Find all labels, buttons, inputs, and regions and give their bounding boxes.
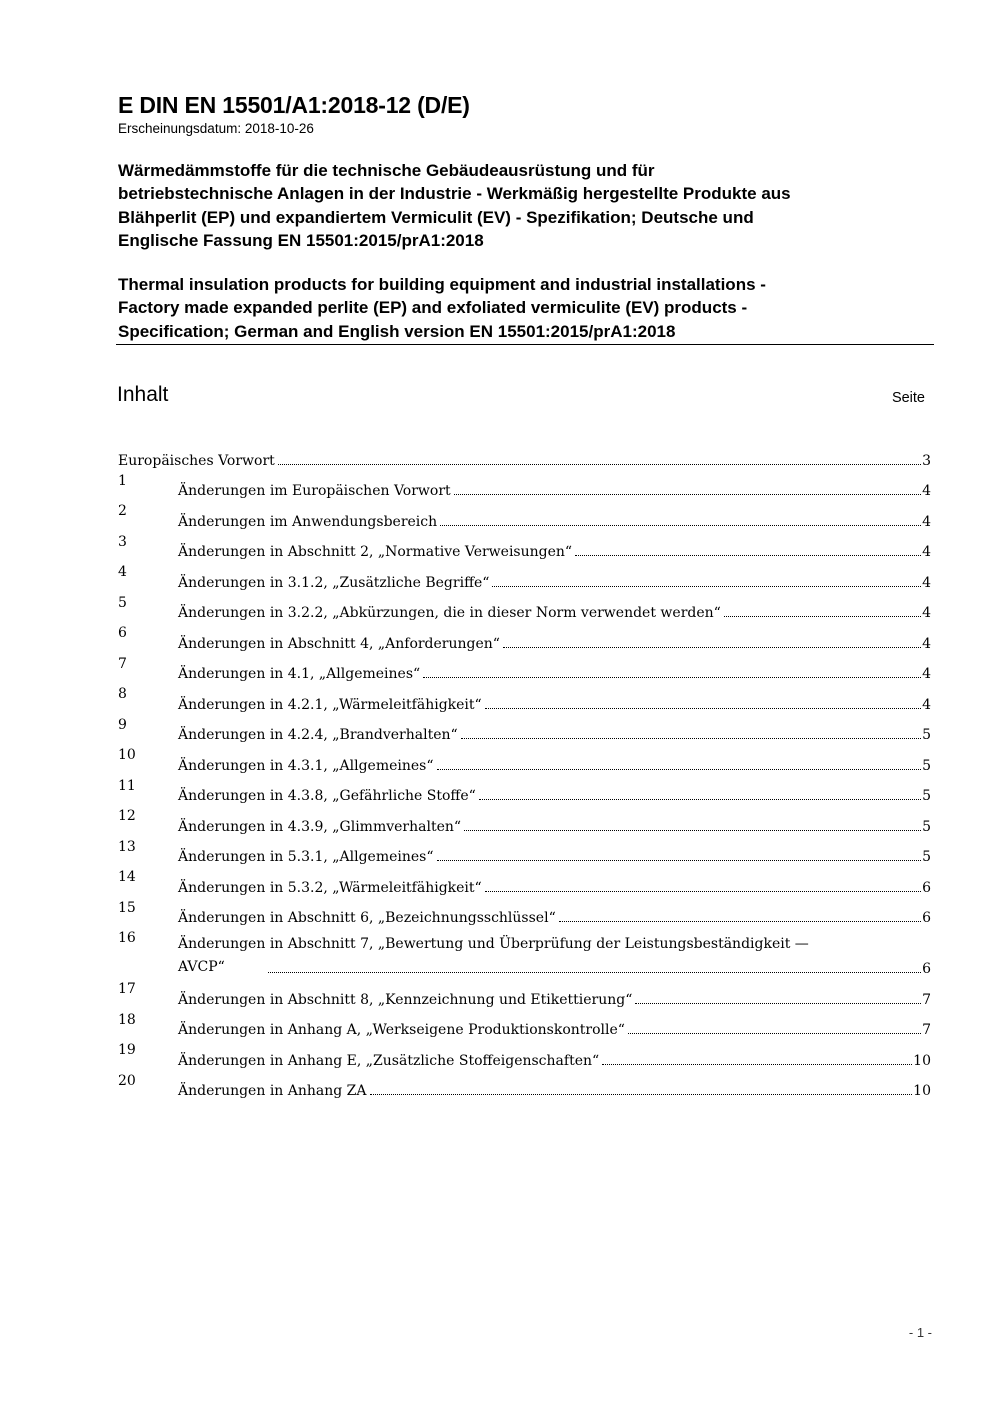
- toc-entry-title: Änderungen in 4.2.1, „Wärmeleitfähigkeit“: [178, 696, 482, 713]
- toc-entry-title: Änderungen in 3.2.2, „Abkürzungen, die in dieser Norm verwendet werden“: [178, 605, 721, 621]
- toc-entry-title: Europäisches Vorwort: [118, 452, 275, 469]
- toc-dot-leader: [479, 799, 921, 800]
- toc-entry-body: [178, 910, 931, 928]
- toc-entry-number: 15: [118, 899, 136, 916]
- toc-entry[interactable]: [118, 1071, 931, 1102]
- toc-entry-body: [178, 636, 931, 654]
- toc-entry[interactable]: [118, 654, 931, 685]
- toc-entry-number: 4: [118, 564, 127, 580]
- toc-entry-page: 5: [922, 818, 931, 835]
- toc-dot-leader: [492, 586, 921, 587]
- toc-dot-leader: [437, 769, 922, 770]
- toc-entry-page: 4: [922, 513, 931, 530]
- toc-entry[interactable]: [118, 776, 931, 807]
- toc-entry-page: 3: [922, 452, 931, 469]
- toc-entry-title: Änderungen in Abschnitt 8, „Kennzeichnung und Etikettierung“: [178, 991, 633, 1008]
- toc-entry-body: [178, 605, 931, 623]
- toc-entry-title: Änderungen in 4.3.9, „Glimmverhalten“: [178, 818, 462, 835]
- toc-entry-title-continuation: AVCP“: [178, 958, 225, 975]
- toc-dot-leader: [464, 830, 921, 831]
- toc-entry[interactable]: [118, 562, 931, 593]
- toc-entry-title: Änderungen in 4.3.8, „Gefährliche Stoffe“: [178, 788, 476, 804]
- toc-entry[interactable]: [118, 501, 931, 532]
- title-english: [118, 273, 918, 343]
- toc-page-column-label: Seite: [891, 390, 925, 406]
- toc-entry[interactable]: [118, 471, 931, 502]
- title-german-line: Blähperlit (EP) und expandiertem Vermiculit (EV) - Spezifikation; Deutsche und: [118, 207, 754, 227]
- toc-dot-leader: [423, 677, 921, 678]
- toc-dot-leader: [370, 1094, 913, 1095]
- title-english-line: Thermal insulation products for building equipment and industrial installations -: [118, 275, 766, 294]
- toc-entry-title: Änderungen in Abschnitt 4, „Anforderungen“: [178, 635, 500, 652]
- toc-dot-leader: [628, 1033, 921, 1034]
- toc-entry[interactable]: [118, 623, 931, 654]
- toc-entry-page: 5: [922, 788, 931, 804]
- toc-entry-number: 9: [118, 716, 127, 733]
- toc-entry-number: 10: [118, 747, 136, 763]
- toc-entry-page: 10: [913, 1052, 931, 1069]
- toc-entry-body: [178, 1053, 931, 1071]
- toc-entry-number: 18: [118, 1011, 136, 1028]
- toc-entry-number: 13: [118, 838, 136, 855]
- toc-entry-body: [178, 880, 931, 898]
- toc-dot-leader: [437, 860, 922, 861]
- toc-entry-title: Änderungen in 5.3.1, „Allgemeines“: [178, 849, 434, 865]
- title-german-line: Englische Fassung EN 15501:2015/prA1:2018: [118, 231, 484, 251]
- page-number: - 1 -: [908, 1325, 932, 1340]
- toc-entry-page: 6: [922, 961, 931, 977]
- toc-entry-body: [178, 758, 931, 776]
- toc-entry-number: 3: [118, 533, 127, 550]
- toc-entry-page: 6: [922, 879, 931, 896]
- title-english-line: Specification; German and English version EN 15501:2015/prA1:2018: [118, 321, 676, 341]
- toc-entry-body: [178, 1022, 931, 1040]
- toc-entry-title: Änderungen in Anhang ZA: [178, 1083, 367, 1099]
- table-of-contents: [118, 440, 931, 1101]
- toc-entry-page: 4: [922, 666, 931, 682]
- toc-entry-body: [178, 544, 931, 562]
- document-id: E DIN EN 15501/A1:2018-12 (D/E): [118, 92, 470, 118]
- toc-entry-number: 11: [118, 777, 136, 794]
- title-german-line: Wärmedämmstoffe für die technische Gebäudeausrüstung und für: [118, 161, 655, 180]
- toc-entry-number: 7: [118, 655, 127, 672]
- toc-entry-number: 12: [118, 808, 136, 824]
- toc-entry-body: [178, 514, 931, 532]
- toc-entry[interactable]: [118, 1010, 931, 1041]
- toc-dot-leader: [602, 1064, 912, 1065]
- title-german: [118, 159, 918, 253]
- toc-entry-body: [178, 697, 931, 715]
- toc-entry-page: 5: [922, 757, 931, 774]
- toc-dot-leader: [575, 555, 921, 556]
- toc-entry-title: Änderungen in 4.3.1, „Allgemeines“: [178, 757, 434, 774]
- toc-dot-leader: [278, 464, 921, 465]
- toc-dot-leader: [461, 738, 921, 739]
- toc-entry-page: 7: [922, 1022, 931, 1038]
- toc-entry-page: 4: [922, 635, 931, 652]
- toc-entry[interactable]: [118, 867, 931, 898]
- toc-entry-body: [118, 453, 931, 471]
- toc-dot-leader: [559, 921, 921, 922]
- toc-entry-body: [178, 934, 931, 979]
- toc-entry-body: [178, 727, 931, 745]
- toc-dot-leader: [635, 1003, 921, 1004]
- toc-dot-leader: [268, 972, 921, 973]
- toc-entry[interactable]: [118, 532, 931, 563]
- toc-entry-page: 4: [922, 483, 931, 499]
- toc-entry-number: 6: [118, 625, 127, 641]
- toc-entry-number: 1: [118, 472, 127, 489]
- toc-entry-body: [178, 483, 931, 501]
- toc-entry-number: 19: [118, 1042, 136, 1058]
- toc-entry-number: 5: [118, 594, 127, 611]
- toc-dot-leader: [503, 647, 921, 648]
- toc-entry[interactable]: [118, 898, 931, 929]
- toc-entry-number: 8: [118, 686, 127, 702]
- toc-entry[interactable]: [118, 1040, 931, 1071]
- toc-dot-leader: [485, 891, 921, 892]
- toc-entry-page: 5: [922, 727, 931, 743]
- toc-entry[interactable]: [118, 745, 931, 776]
- toc-entry-page: 4: [922, 696, 931, 713]
- toc-entry-page: 7: [922, 991, 931, 1008]
- toc-entry-title: Änderungen in Anhang E, „Zusätzliche Stoffeigenschaften“: [178, 1052, 600, 1069]
- toc-entry-number: 17: [118, 981, 136, 997]
- toc-entry-page: 6: [922, 910, 931, 926]
- toc-dot-leader: [440, 525, 921, 526]
- toc-heading: Inhalt: [117, 383, 169, 406]
- toc-dot-leader: [724, 616, 921, 617]
- toc-entry-body: [178, 666, 931, 684]
- toc-entry-continuation: [178, 957, 931, 980]
- title-german-line: betriebstechnische Anlagen in der Industrie - Werkmäßig hergestellte Produkte aus: [118, 184, 791, 204]
- toc-entry-title: Änderungen in Abschnitt 2, „Normative Verweisungen“: [178, 544, 573, 560]
- toc-entry-page: 4: [922, 544, 931, 560]
- toc-dot-leader: [485, 708, 921, 709]
- toc-entry[interactable]: [118, 806, 931, 837]
- toc-entry-number: 16: [118, 930, 136, 946]
- publication-date: Erscheinungsdatum: 2018-10-26: [118, 121, 314, 136]
- toc-entry-title: Änderungen im Anwendungsbereich: [178, 513, 438, 530]
- toc-entry-page: 4: [922, 574, 931, 591]
- toc-entry-title: Änderungen in 3.1.2, „Zusätzliche Begriffe“: [178, 574, 490, 591]
- toc-entry[interactable]: [118, 593, 931, 624]
- toc-entry-body: [178, 992, 931, 1010]
- toc-entry[interactable]: [118, 440, 931, 471]
- toc-entry[interactable]: [118, 684, 931, 715]
- toc-entry-body: [178, 575, 931, 593]
- toc-entry-title: Änderungen in 4.2.4, „Brandverhalten“: [178, 727, 458, 743]
- toc-entry-body: [178, 1083, 931, 1101]
- toc-entry-title: Änderungen in 4.1, „Allgemeines“: [178, 666, 421, 682]
- toc-entry-page: 4: [922, 605, 931, 621]
- toc-entry-page: 5: [922, 849, 931, 865]
- toc-entry-page: 10: [913, 1083, 931, 1099]
- toc-entry[interactable]: [118, 928, 931, 979]
- toc-dot-leader: [454, 494, 921, 495]
- toc-entry-number: 14: [118, 869, 136, 885]
- title-divider: [116, 344, 934, 345]
- toc-entry-number: 20: [118, 1072, 136, 1089]
- toc-entry-title: Änderungen im Europäischen Vorwort: [178, 483, 451, 499]
- toc-entry[interactable]: [118, 837, 931, 868]
- toc-entry[interactable]: [118, 715, 931, 746]
- toc-entry-title: Änderungen in Abschnitt 7, „Bewertung und Überprüfung der Leistungsbeständigkeit —: [178, 936, 809, 952]
- toc-entry-title: Änderungen in Abschnitt 6, „Bezeichnungsschlüssel“: [178, 910, 556, 926]
- toc-entry-number: 2: [118, 503, 127, 519]
- toc-entry-title: Änderungen in 5.3.2, „Wärmeleitfähigkeit“: [178, 879, 482, 896]
- toc-entry-title: Änderungen in Anhang A, „Werkseigene Produktionskontrolle“: [178, 1022, 625, 1038]
- toc-entry-body: [178, 819, 931, 837]
- toc-entry-body: [178, 849, 931, 867]
- toc-entry-body: [178, 788, 931, 806]
- title-english-line: Factory made expanded perlite (EP) and exfoliated vermiculite (EV) products -: [118, 298, 748, 318]
- toc-entry[interactable]: [118, 979, 931, 1010]
